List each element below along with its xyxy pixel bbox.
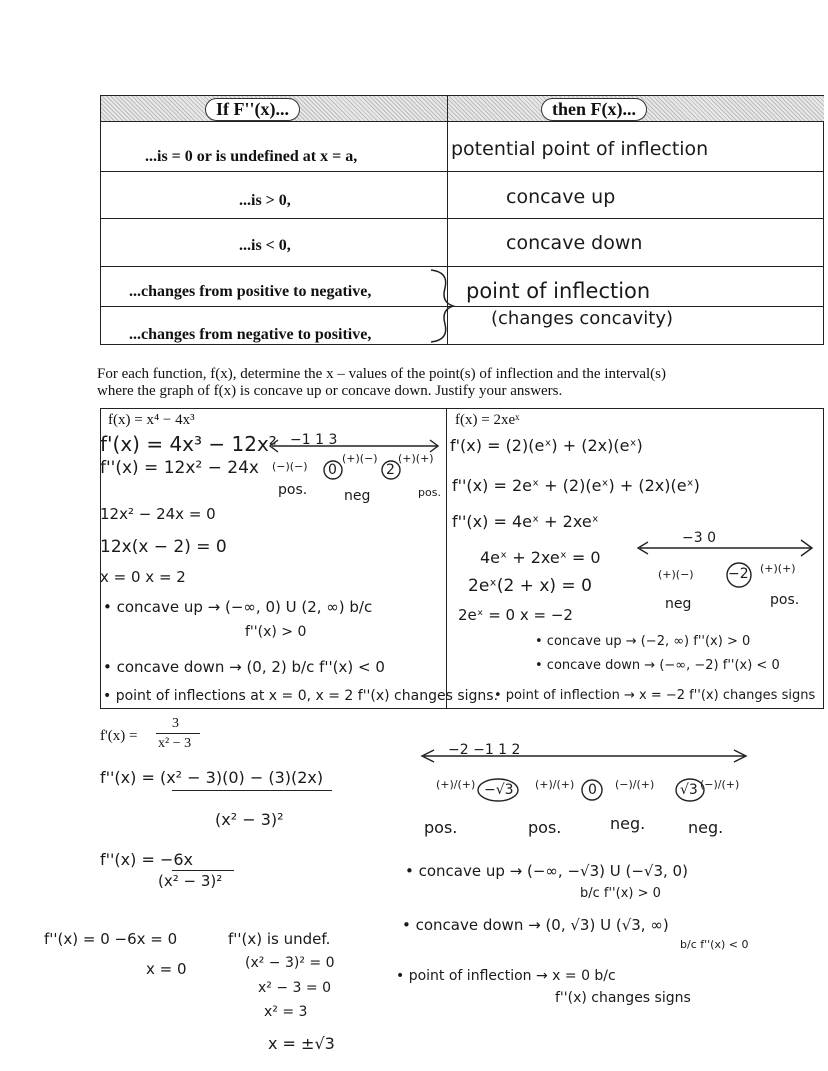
grid-line-middle xyxy=(100,708,824,709)
problem2-sign: pos. xyxy=(770,592,800,608)
problem3-factor: (−)/(+) xyxy=(700,778,740,791)
problem3-answer: b/c f''(x) > 0 xyxy=(580,886,661,901)
concavity-rules-table xyxy=(100,95,824,345)
problem3-work-line: (x² − 3)² xyxy=(215,810,284,829)
problem1-sign: pos. xyxy=(278,482,308,498)
problem3-work-line: f''(x) = 0 −6x = 0 xyxy=(44,930,178,948)
table-header-if: If F''(x)... xyxy=(205,98,300,121)
problem3-answer: • concave up → (−∞, −√3) U (−√3, 0) xyxy=(405,862,688,880)
problem1-factor: (+)(−) xyxy=(342,452,378,465)
condition-zero-undefined: ...is = 0 or is undefined at x = a, xyxy=(145,148,358,165)
problem3-work-line: f''(x) is undef. xyxy=(228,930,331,948)
problem3-work-line: f''(x) = (x² − 3)(0) − (3)(2x) xyxy=(100,768,324,787)
problem3-fraction-bar xyxy=(172,870,234,871)
problem1-sign: neg xyxy=(344,488,371,504)
brace-drawing xyxy=(419,266,459,346)
problem1-answer: f''(x) > 0 xyxy=(245,624,307,640)
problem3-work-line: x² − 3 = 0 xyxy=(258,980,331,996)
problem3-answer: f''(x) changes signs xyxy=(555,990,691,1006)
problem3-function-prefix: f'(x) = xyxy=(100,728,138,744)
instructions-line-2: where the graph of f(x) is concave up or concave down. Justify your answers. xyxy=(97,383,563,399)
problem2-factor: (+)(−) xyxy=(658,568,694,581)
table-row-divider xyxy=(101,121,823,122)
problem1-work-line: 12x(x − 2) = 0 xyxy=(100,537,227,557)
problem3-work-line: f''(x) = −6x xyxy=(100,850,194,869)
problem2-sign-ticks: −3 0 xyxy=(682,530,716,546)
problem3-factor: (+)/(+) xyxy=(436,778,476,791)
problem3-work-line: (x² − 3)² xyxy=(158,872,223,890)
problem3-critical-point: −√3 xyxy=(484,782,514,798)
problem1-answer: • point of inflections at x = 0, x = 2 f''(x) changes signs. xyxy=(103,688,499,704)
problem3-work-line: (x² − 3)² = 0 xyxy=(245,955,335,971)
result-concave-up: concave up xyxy=(506,186,616,208)
table-row-divider xyxy=(101,171,823,172)
problem1-answer: • concave down → (0, 2) b/c f''(x) < 0 xyxy=(103,658,385,676)
problem1-sign-ticks: −1 1 3 xyxy=(290,432,338,448)
condition-neg-to-pos: ...changes from negative to positive, xyxy=(129,326,372,343)
problem2-answer: • point of inflection → x = −2 f''(x) changes signs xyxy=(494,688,816,703)
problem2-factor: (+)(+) xyxy=(760,562,796,575)
problem1-factor: (+)(+) xyxy=(398,452,434,465)
problem1-sign: pos. xyxy=(418,486,441,499)
problem1-work-line: x = 0 x = 2 xyxy=(100,568,186,586)
problem3-answer: b/c f''(x) < 0 xyxy=(680,938,749,951)
problem2-work-line: 2eˣ = 0 x = −2 xyxy=(458,606,573,624)
problem2-answer: • concave down → (−∞, −2) f''(x) < 0 xyxy=(535,658,780,673)
problem1-factor: (−)(−) xyxy=(272,460,308,473)
problem3-sign: neg. xyxy=(610,814,646,833)
problem3-sign: pos. xyxy=(528,818,562,837)
problem1-work-line: f''(x) = 12x² − 24x xyxy=(100,458,259,478)
problem3-numerator: 3 xyxy=(172,716,179,731)
problem1-answer: • concave up → (−∞, 0) U (2, ∞) b/c xyxy=(103,598,373,616)
problem1-work-line: 12x² − 24x = 0 xyxy=(100,505,216,523)
table-row-divider xyxy=(101,266,823,267)
problem3-denominator: x² − 3 xyxy=(158,736,192,751)
problem3-work-line: x = ±√3 xyxy=(268,1034,335,1053)
problem2-sign: neg xyxy=(665,596,692,612)
problem3-work-line: x = 0 xyxy=(146,960,187,978)
problem3-sign: neg. xyxy=(688,818,724,837)
grid-line-center xyxy=(446,408,447,708)
condition-positive: ...is > 0, xyxy=(239,192,291,209)
problem2-work-line: f''(x) = 4eˣ + 2xeˣ xyxy=(452,512,599,531)
problem2-critical-point: −2 xyxy=(728,566,749,582)
table-header-then: then F(x)... xyxy=(541,98,647,121)
problem3-work-line: x² = 3 xyxy=(264,1004,308,1020)
condition-pos-to-neg: ...changes from positive to negative, xyxy=(129,283,372,300)
problem3-answer: • point of inflection → x = 0 b/c xyxy=(396,968,616,984)
problem1-function: f(x) = x⁴ − 4x³ xyxy=(108,412,195,428)
problem3-factor: (−)/(+) xyxy=(615,778,655,791)
grid-line-right xyxy=(823,408,824,708)
table-row-divider xyxy=(101,306,823,307)
problem1-critical-point: 0 xyxy=(328,462,337,478)
problem2-answer: • concave up → (−2, ∞) f''(x) > 0 xyxy=(535,634,751,649)
problem2-function: f(x) = 2xeˣ xyxy=(455,412,520,428)
result-changes-concavity: (changes concavity) xyxy=(491,308,673,329)
problem3-critical-point: 0 xyxy=(588,782,597,798)
problem2-work-line: f'(x) = (2)(eˣ) + (2x)(eˣ) xyxy=(450,436,643,455)
problem3-factor: (+)/(+) xyxy=(535,778,575,791)
table-row-divider xyxy=(101,218,823,219)
grid-line-top xyxy=(100,408,824,409)
result-potential-inflection: potential point of inflection xyxy=(451,138,709,160)
problem1-work-line: f'(x) = 4x³ − 12x² xyxy=(100,432,277,456)
result-concave-down: concave down xyxy=(506,232,643,254)
problem3-sign: pos. xyxy=(424,818,458,837)
problem2-work-line: 2eˣ(2 + x) = 0 xyxy=(468,576,592,596)
problem3-answer: • concave down → (0, √3) U (√3, ∞) xyxy=(402,916,669,934)
problem3-sign-ticks: −2 −1 1 2 xyxy=(448,742,521,758)
problem2-work-line: 4eˣ + 2xeˣ = 0 xyxy=(480,548,601,567)
problem3-critical-point: √3 xyxy=(680,782,698,798)
problem3-fraction-bar xyxy=(172,790,332,791)
problem1-critical-point: 2 xyxy=(386,462,395,478)
result-point-of-inflection: point of inflection xyxy=(466,279,651,303)
problem2-work-line: f''(x) = 2eˣ + (2)(eˣ) + (2x)(eˣ) xyxy=(452,476,700,495)
condition-negative: ...is < 0, xyxy=(239,237,291,254)
instructions-line-1: For each function, f(x), determine the x – values of the point(s) of inflection and the interval(s) xyxy=(97,366,666,382)
problem3-fraction-bar xyxy=(156,733,200,734)
